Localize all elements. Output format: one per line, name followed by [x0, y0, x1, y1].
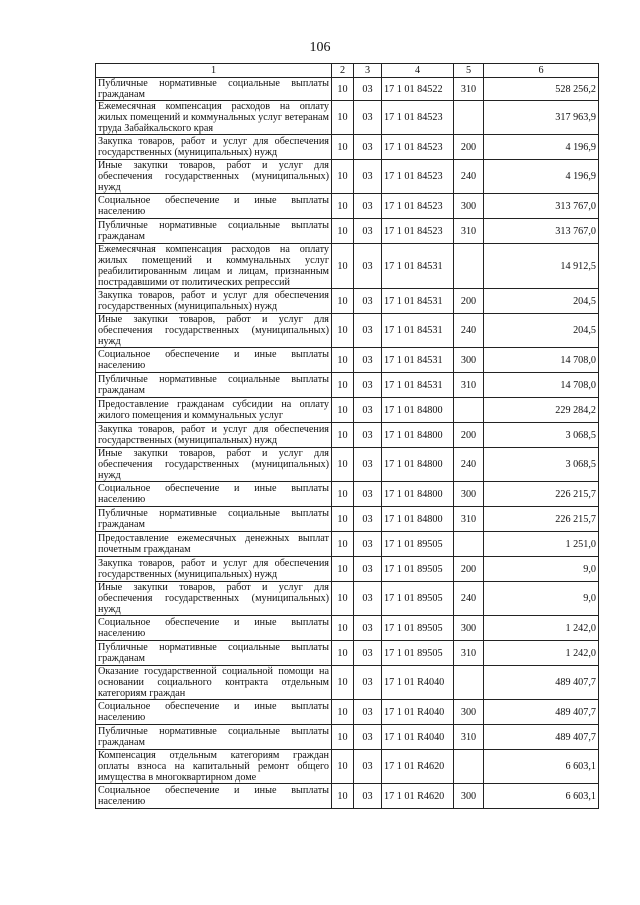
- row-subsection: 03: [354, 582, 382, 616]
- row-target-code: 17 1 01 84800: [382, 423, 454, 448]
- row-amount: 3 068,5: [484, 448, 599, 482]
- row-name: Предоставление ежемесячных денежных выплат почетным гражданам: [96, 532, 332, 557]
- row-expense-type: [454, 244, 484, 289]
- table-row: [96, 482, 599, 507]
- row-subsection: 03: [354, 532, 382, 557]
- row-expense-type: 300: [454, 784, 484, 809]
- row-amount: 313 767,0: [484, 194, 599, 219]
- row-target-code: 17 1 01 89505: [382, 616, 454, 641]
- table-row: [96, 101, 599, 135]
- row-name: Закупка товаров, работ и услуг для обеспечения государственных (муниципальных) нужд: [96, 289, 332, 314]
- table-row: [96, 641, 599, 666]
- table-row: [96, 750, 599, 784]
- table-row: [96, 582, 599, 616]
- row-amount: 1 242,0: [484, 641, 599, 666]
- row-target-code: 17 1 01 89505: [382, 532, 454, 557]
- row-target-code: 17 1 01 84523: [382, 194, 454, 219]
- row-expense-type: 310: [454, 725, 484, 750]
- row-target-code: 17 1 01 R4040: [382, 725, 454, 750]
- row-subsection: 03: [354, 482, 382, 507]
- row-expense-type: 310: [454, 507, 484, 532]
- table-row: [96, 784, 599, 809]
- table-row: [96, 373, 599, 398]
- row-expense-type: 240: [454, 314, 484, 348]
- table-row: [96, 135, 599, 160]
- row-subsection: 03: [354, 101, 382, 135]
- row-name: Оказание государственной социальной помощи на основании социального контракта отдельным категориям граждан: [96, 666, 332, 700]
- table-row: [96, 725, 599, 750]
- row-name: Предоставление гражданам субсидии на оплату жилого помещения и коммунальных услуг: [96, 398, 332, 423]
- row-subsection: 03: [354, 784, 382, 809]
- row-section: 10: [332, 160, 354, 194]
- row-section: 10: [332, 616, 354, 641]
- row-amount: 528 256,2: [484, 78, 599, 101]
- row-expense-type: 200: [454, 557, 484, 582]
- row-subsection: 03: [354, 135, 382, 160]
- row-section: 10: [332, 194, 354, 219]
- row-subsection: 03: [354, 557, 382, 582]
- row-target-code: 17 1 01 84800: [382, 398, 454, 423]
- row-subsection: 03: [354, 348, 382, 373]
- row-target-code: 17 1 01 84800: [382, 448, 454, 482]
- row-amount: 226 215,7: [484, 507, 599, 532]
- row-expense-type: 240: [454, 160, 484, 194]
- row-amount: 14 708,0: [484, 373, 599, 398]
- table-row: [96, 700, 599, 725]
- row-expense-type: 200: [454, 135, 484, 160]
- table-row: [96, 219, 599, 244]
- row-amount: 14 708,0: [484, 348, 599, 373]
- row-amount: 204,5: [484, 314, 599, 348]
- table-row: [96, 160, 599, 194]
- row-amount: 6 603,1: [484, 750, 599, 784]
- row-amount: 4 196,9: [484, 135, 599, 160]
- row-target-code: 17 1 01 84531: [382, 314, 454, 348]
- table-row: [96, 194, 599, 219]
- row-section: 10: [332, 219, 354, 244]
- table-row: [96, 289, 599, 314]
- row-target-code: 17 1 01 R4620: [382, 784, 454, 809]
- row-name: Социальное обеспечение и иные выплаты населению: [96, 194, 332, 219]
- row-subsection: 03: [354, 398, 382, 423]
- row-name: Социальное обеспечение и иные выплаты населению: [96, 482, 332, 507]
- row-name: Ежемесячная компенсация расходов на оплату жилых помещений и коммунальных услуг ветеранам труда Забайкальского края: [96, 101, 332, 135]
- row-target-code: 17 1 01 R4620: [382, 750, 454, 784]
- row-target-code: 17 1 01 84531: [382, 289, 454, 314]
- row-expense-type: 240: [454, 582, 484, 616]
- row-name: Компенсация отдельным категориям граждан оплаты взноса на капитальный ремонт общего имущества в многоквартирном доме: [96, 750, 332, 784]
- row-expense-type: 310: [454, 373, 484, 398]
- row-expense-type: 300: [454, 482, 484, 507]
- page-number: 106: [309, 40, 331, 55]
- table-row: [96, 532, 599, 557]
- row-section: 10: [332, 448, 354, 482]
- row-subsection: 03: [354, 423, 382, 448]
- row-amount: 489 407,7: [484, 666, 599, 700]
- row-section: 10: [332, 582, 354, 616]
- row-section: 10: [332, 666, 354, 700]
- row-name: Закупка товаров, работ и услуг для обеспечения государственных (муниципальных) нужд: [96, 423, 332, 448]
- header-col-1: 1: [96, 64, 332, 78]
- row-amount: 204,5: [484, 289, 599, 314]
- row-subsection: 03: [354, 750, 382, 784]
- row-expense-type: 300: [454, 616, 484, 641]
- row-subsection: 03: [354, 78, 382, 101]
- row-expense-type: [454, 666, 484, 700]
- table-row: [96, 557, 599, 582]
- row-section: 10: [332, 557, 354, 582]
- row-subsection: 03: [354, 666, 382, 700]
- row-expense-type: [454, 101, 484, 135]
- row-section: 10: [332, 78, 354, 101]
- header-col-6: 6: [484, 64, 599, 78]
- table-row: [96, 348, 599, 373]
- row-subsection: 03: [354, 314, 382, 348]
- table-row: [96, 78, 599, 101]
- row-section: 10: [332, 641, 354, 666]
- row-expense-type: 240: [454, 448, 484, 482]
- row-section: 10: [332, 373, 354, 398]
- row-amount: 3 068,5: [484, 423, 599, 448]
- table-row: [96, 616, 599, 641]
- table-row: [96, 398, 599, 423]
- row-subsection: 03: [354, 289, 382, 314]
- header-col-2: 2: [332, 64, 354, 78]
- row-target-code: 17 1 01 84523: [382, 101, 454, 135]
- row-section: 10: [332, 314, 354, 348]
- table-row: [96, 507, 599, 532]
- row-section: 10: [332, 750, 354, 784]
- row-name: Иные закупки товаров, работ и услуг для обеспечения государственных (муниципальных) нужд: [96, 582, 332, 616]
- row-section: 10: [332, 532, 354, 557]
- row-target-code: 17 1 01 R4040: [382, 700, 454, 725]
- row-expense-type: 300: [454, 194, 484, 219]
- row-amount: 9,0: [484, 557, 599, 582]
- table-row: [96, 314, 599, 348]
- row-target-code: 17 1 01 84800: [382, 507, 454, 532]
- row-name: Публичные нормативные социальные выплаты гражданам: [96, 725, 332, 750]
- row-expense-type: 310: [454, 219, 484, 244]
- row-section: 10: [332, 700, 354, 725]
- row-subsection: 03: [354, 507, 382, 532]
- row-name: Закупка товаров, работ и услуг для обеспечения государственных (муниципальных) нужд: [96, 557, 332, 582]
- budget-table: [95, 63, 599, 809]
- table-row: [96, 423, 599, 448]
- row-section: 10: [332, 482, 354, 507]
- row-target-code: 17 1 01 89505: [382, 641, 454, 666]
- row-amount: 4 196,9: [484, 160, 599, 194]
- row-name: Иные закупки товаров, работ и услуг для обеспечения государственных (муниципальных) нужд: [96, 314, 332, 348]
- row-name: Публичные нормативные социальные выплаты гражданам: [96, 78, 332, 101]
- row-target-code: 17 1 01 84523: [382, 135, 454, 160]
- row-section: 10: [332, 348, 354, 373]
- row-name: Публичные нормативные социальные выплаты гражданам: [96, 507, 332, 532]
- row-target-code: 17 1 01 84800: [382, 482, 454, 507]
- row-section: 10: [332, 784, 354, 809]
- row-amount: 489 407,7: [484, 725, 599, 750]
- row-name: Социальное обеспечение и иные выплаты населению: [96, 784, 332, 809]
- row-expense-type: 300: [454, 348, 484, 373]
- row-name: Публичные нормативные социальные выплаты гражданам: [96, 219, 332, 244]
- header-col-4: 4: [382, 64, 454, 78]
- row-name: Ежемесячная компенсация расходов на оплату жилых помещений и коммунальных услуг реабилитированным лицам и лицам, признанным пострадавшими от политических репрессий: [96, 244, 332, 289]
- row-target-code: 17 1 01 89505: [382, 557, 454, 582]
- row-name: Публичные нормативные социальные выплаты гражданам: [96, 641, 332, 666]
- row-target-code: 17 1 01 84531: [382, 373, 454, 398]
- row-section: 10: [332, 244, 354, 289]
- row-expense-type: [454, 398, 484, 423]
- row-section: 10: [332, 289, 354, 314]
- row-subsection: 03: [354, 160, 382, 194]
- row-name: Иные закупки товаров, работ и услуг для обеспечения государственных (муниципальных) нужд: [96, 160, 332, 194]
- row-subsection: 03: [354, 725, 382, 750]
- row-subsection: 03: [354, 700, 382, 725]
- row-amount: 1 242,0: [484, 616, 599, 641]
- row-target-code: 17 1 01 84531: [382, 348, 454, 373]
- row-amount: 317 963,9: [484, 101, 599, 135]
- row-name: Социальное обеспечение и иные выплаты населению: [96, 700, 332, 725]
- row-expense-type: 310: [454, 78, 484, 101]
- row-subsection: 03: [354, 373, 382, 398]
- row-expense-type: 310: [454, 641, 484, 666]
- table-row: [96, 448, 599, 482]
- row-amount: 1 251,0: [484, 532, 599, 557]
- row-name: Социальное обеспечение и иные выплаты населению: [96, 616, 332, 641]
- row-subsection: 03: [354, 448, 382, 482]
- row-subsection: 03: [354, 616, 382, 641]
- row-expense-type: 200: [454, 289, 484, 314]
- row-name: Закупка товаров, работ и услуг для обеспечения государственных (муниципальных) нужд: [96, 135, 332, 160]
- row-target-code: 17 1 01 89505: [382, 582, 454, 616]
- row-section: 10: [332, 725, 354, 750]
- row-subsection: 03: [354, 244, 382, 289]
- row-target-code: 17 1 01 R4040: [382, 666, 454, 700]
- row-section: 10: [332, 101, 354, 135]
- row-name: Публичные нормативные социальные выплаты гражданам: [96, 373, 332, 398]
- row-section: 10: [332, 507, 354, 532]
- row-expense-type: [454, 532, 484, 557]
- header-col-5: 5: [454, 64, 484, 78]
- row-section: 10: [332, 423, 354, 448]
- row-amount: 6 603,1: [484, 784, 599, 809]
- row-section: 10: [332, 398, 354, 423]
- row-expense-type: [454, 750, 484, 784]
- table-row: [96, 244, 599, 289]
- row-amount: 9,0: [484, 582, 599, 616]
- row-expense-type: 300: [454, 700, 484, 725]
- row-amount: 226 215,7: [484, 482, 599, 507]
- table-header-row: [96, 64, 599, 78]
- row-name: Иные закупки товаров, работ и услуг для обеспечения государственных (муниципальных) нужд: [96, 448, 332, 482]
- row-amount: 229 284,2: [484, 398, 599, 423]
- row-target-code: 17 1 01 84522: [382, 78, 454, 101]
- row-subsection: 03: [354, 219, 382, 244]
- row-amount: 14 912,5: [484, 244, 599, 289]
- row-section: 10: [332, 135, 354, 160]
- row-subsection: 03: [354, 194, 382, 219]
- row-target-code: 17 1 01 84523: [382, 160, 454, 194]
- header-col-3: 3: [354, 64, 382, 78]
- row-target-code: 17 1 01 84523: [382, 219, 454, 244]
- row-target-code: 17 1 01 84531: [382, 244, 454, 289]
- row-amount: 489 407,7: [484, 700, 599, 725]
- row-amount: 313 767,0: [484, 219, 599, 244]
- row-subsection: 03: [354, 641, 382, 666]
- row-name: Социальное обеспечение и иные выплаты населению: [96, 348, 332, 373]
- table-row: [96, 666, 599, 700]
- row-expense-type: 200: [454, 423, 484, 448]
